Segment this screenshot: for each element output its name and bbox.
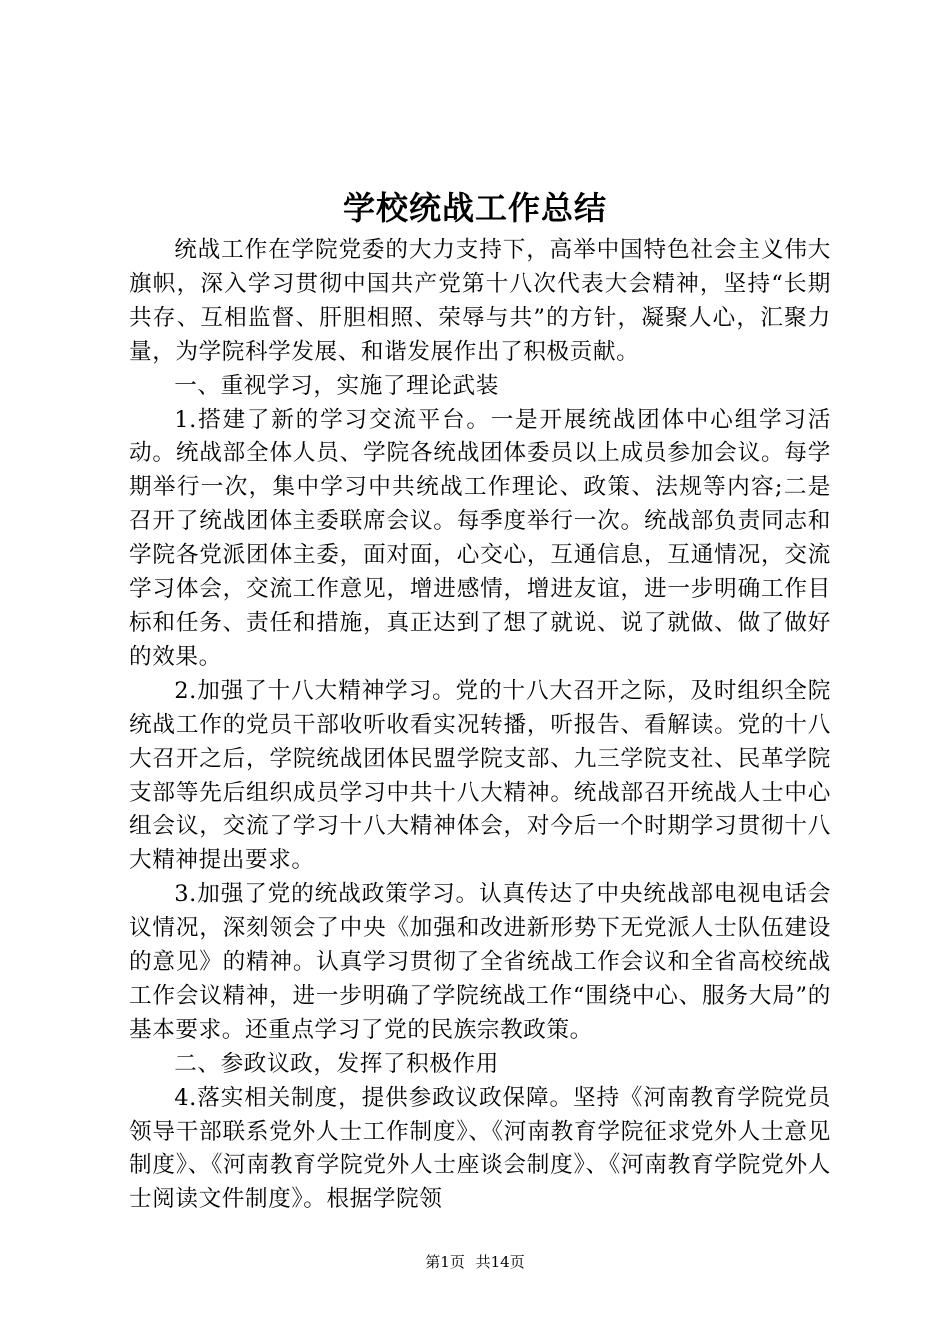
page-number: 第1页 xyxy=(425,1253,465,1271)
document-title: 学校统战工作总结 xyxy=(342,189,607,227)
paragraph-item-1: 1.搭建了新的学习交流平台。一是开展统战团体中心组学习活动。统战部全体人员、学院各统战团体委员以上成员参加会议。每学期举行一次，集中学习中共统战工作理论、政策、法规等内容;二是召开了统战团体主委联席会议。每季度举行一次。统战部负责同志和学院各党派团体主委，面对面，心交心，互通信息，互通情况，交流学习体会，交流工作意见，增进感情，增进友谊，进一步明确工作目标和任务、责任和措施，真正达到了想了就说、说了就做、做了做好的效果。 xyxy=(129,406,831,670)
page-total: 共14页 xyxy=(475,1253,525,1271)
intro-paragraph: 统战工作在学院党委的大力支持下，高举中国特色社会主义伟大旗帜，深入学习贯彻中国共产党第十八次代表大会精神，坚持“长期共存、互相监督、肝胆相照、荣辱与共”的方针，凝聚人心，汇聚力量，为学院科学发展、和谐发展作出了积极贡献。 xyxy=(129,237,831,365)
paragraph-item-3: 3.加强了党的统战政策学习。认真传达了中央统战部电视电话会议情况，深刻领会了中央《加强和改进新形势下无党派人士队伍建设的意见》的精神。认真学习贯彻了全省统战工作会议和全省高校统战工作会议精神，进一步明确了学院统战工作“围绕中心、服务大局”的基本要求。还重点学习了党的民族宗教政策。 xyxy=(129,881,831,1043)
page-footer xyxy=(0,1252,950,1272)
section-heading-2: 二、参政议政，发挥了积极作用 xyxy=(174,1050,499,1077)
paragraph-item-4: 4.落实相关制度，提供参政议政保障。坚持《河南教育学院党员领导干部联系党外人士工作制度》、《河南教育学院征求党外人士意见制度》、《河南教育学院党外人士座谈会制度》、《河南教育学院党外人士阅读文件制度》。根据学院领 xyxy=(129,1084,831,1213)
document-body xyxy=(129,234,831,1217)
section-heading-1: 一、重视学习，实施了理论武装 xyxy=(174,372,499,399)
paragraph-item-2: 2.加强了十八大精神学习。党的十八大召开之际，及时组织全院统战工作的党员干部收听收看实况转播，听报告、看解读。党的十八大召开之后，学院统战团体民盟学院支部、九三学院支社、民革学院支部等先后组织成员学习中共十八大精神。统战部召开统战人士中心组会议，交流了学习十八大精神体会，对今后一个时期学习贯彻十八大精神提出要求。 xyxy=(129,677,831,874)
